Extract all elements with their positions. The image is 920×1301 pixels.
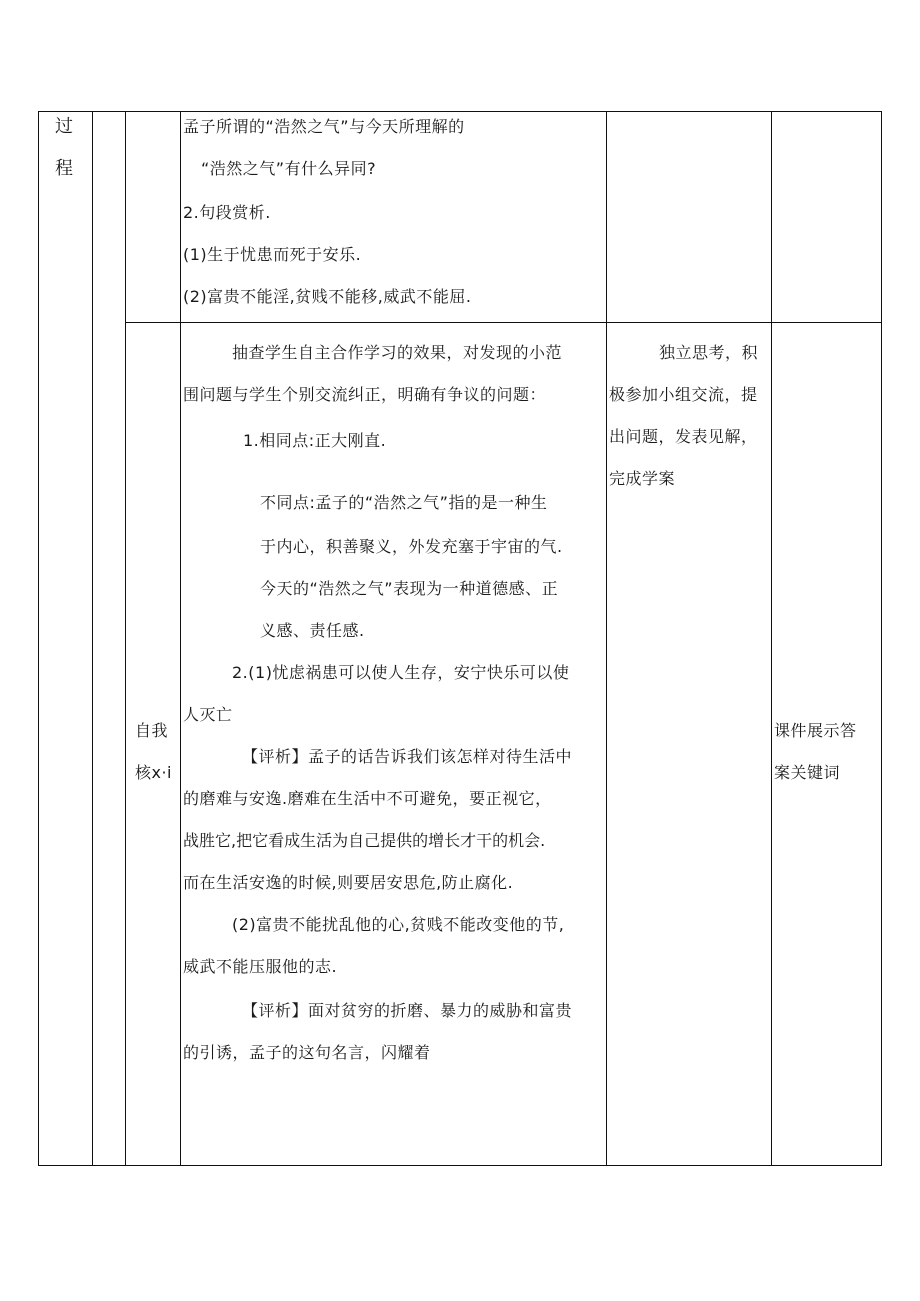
table-border-left [38, 111, 39, 1166]
design-intent-1: 课件展示答 [774, 721, 857, 740]
stage-label-cheng: 程 [55, 158, 74, 179]
answer-1-diff-4: 义感、责任感. [260, 621, 365, 640]
comment-2-a: 【评析】面对贫穷的折磨、暴力的威胁和富贵 [242, 1001, 573, 1020]
comment-1-b: 的磨难与安逸.磨难在生活中不可避免，要正视它， [183, 789, 552, 808]
item-2-heading: 2.句段赏析. [183, 203, 271, 222]
comment-1-c: 战胜它,把它看成生活为自己提供的增长才干的机会. [183, 831, 546, 850]
stage-self-check-a: 自我 [135, 721, 169, 740]
answer-1-same: 1.相同点:正大刚直. [243, 431, 387, 450]
table-border-bottom [38, 1165, 882, 1166]
column-divider-3 [180, 111, 181, 1166]
comment-1-a: 【评析】孟子的话告诉我们该怎样对待生活中 [242, 747, 573, 766]
answer-2-2-a: (2)富贵不能扰乱他的心,贫贱不能改变他的节, [232, 915, 565, 934]
teacher-para-1-b: 围问题与学生个别交流纠正，明确有争议的问题： [183, 385, 547, 404]
item-2-2: (2)富贵不能淫,贫贱不能移,威武不能屈. [183, 287, 472, 306]
student-activity-2: 极参加小组交流，提 [609, 385, 758, 404]
stage-self-check-b: 核x·i [135, 763, 173, 782]
answer-2-1-b: 人灭亡 [183, 705, 233, 724]
student-activity-1: 独立思考，积 [659, 343, 759, 362]
answer-2-1-a: 2.(1)忧虑祸患可以使人生存，安宁快乐可以使 [232, 663, 570, 682]
row-divider [125, 322, 882, 323]
design-intent-2: 案关键词 [774, 763, 841, 782]
comment-1-d: 而在生活安逸的时候,则要居安思危,防止腐化. [183, 873, 514, 892]
teacher-para-1-a: 抽查学生自主合作学习的效果，对发现的小范 [232, 343, 563, 362]
answer-1-diff-3: 今天的“浩然之气”表现为一种道德感、正 [260, 579, 559, 598]
answer-2-2-b: 威武不能压服他的志. [183, 957, 338, 976]
table-border-right [881, 111, 882, 1166]
table-border-top [38, 111, 882, 112]
stage-label-guo: 过 [55, 116, 74, 137]
column-divider-4 [606, 111, 607, 1166]
question-1-line-a: 孟子所谓的“浩然之气”与今天所理解的 [183, 117, 465, 136]
column-divider-2 [125, 111, 126, 1166]
student-activity-3: 出问题，发表见解， [609, 427, 758, 446]
answer-1-diff-1: 不同点:孟子的“浩然之气”指的是一种生 [260, 493, 548, 512]
answer-1-diff-2: 于内心，积善聚义，外发充塞于宇宙的气. [260, 537, 563, 556]
student-activity-4: 完成学案 [609, 469, 676, 488]
comment-2-b: 的引诱，孟子的这句名言，闪耀着 [183, 1043, 431, 1062]
question-1-line-b: “浩然之气”有什么异同? [201, 159, 377, 178]
column-divider-1 [92, 111, 93, 1166]
column-divider-5 [771, 111, 772, 1166]
item-2-1: (1)生于忧患而死于安乐. [183, 245, 362, 264]
